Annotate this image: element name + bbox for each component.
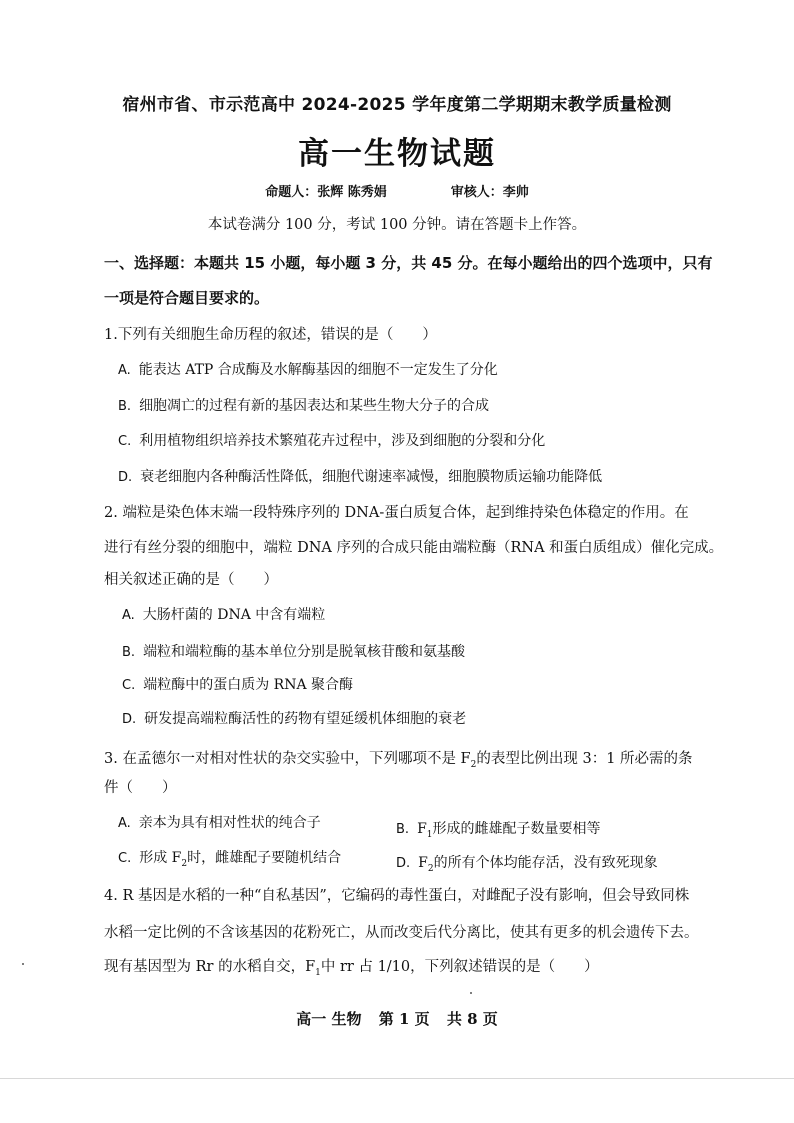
scan-speck [22,963,24,965]
option-text: F [418,855,428,871]
option-text: 亲本为具有相对性状的纯合子 [138,815,321,831]
question-3-option-a [118,812,321,832]
option-text: 大肠杆菌的 DNA 中含有端粒 [142,607,326,623]
option-text: 形成的雌雄配子数量要相等 [432,821,601,837]
option-label: B. [118,399,132,414]
option-text: 细胞凋亡的过程有新的基因表达和某些生物大分子的合成 [139,398,490,414]
stem-text: 3. 在孟德尔一对相对性状的杂交实验中，下列哪项不是 F [104,751,471,767]
option-label: C. [118,851,132,866]
question-1-option-a [118,359,498,379]
question-3-stem-line2: 件（ ） [104,780,177,796]
section-heading-line2: 一项是符合题目要求的。 [104,289,270,307]
question-3-option-c [118,847,341,869]
reviewer-name: 审核人：李帅 [450,185,529,200]
question-1-option-c [118,430,545,450]
subscript: 2 [427,863,434,874]
option-text: 端粒和端粒酶的基本单位分别是脱氧核苷酸和氨基酸 [143,644,466,660]
exam-instruction: 本试卷满分 100 分，考试 100 分钟。请在答题卡上作答。 [207,217,587,233]
question-4-stem-line3 [104,955,599,978]
option-label: B. [396,822,410,837]
subscript: 2 [470,759,477,770]
question-3-option-d [396,852,658,874]
school-heading: 宿州市省、市示范高中 2024-2025 学年度第二学期期末教学质量检测 [122,95,672,115]
page-footer [0,1008,794,1029]
author-names: 命题人：张辉 陈秀娟 [265,185,387,200]
subscript: 1 [315,967,321,978]
footer-page-number: 第 1 页 [378,1010,430,1028]
option-label: D. [122,712,137,727]
option-label: D. [118,470,133,485]
footer-subject: 高一 生物 [296,1010,362,1028]
option-label: A. [122,608,135,623]
question-4-stem-line1: 4. R 基因是水稻的一种“自私基因”，它编码的毒性蛋白，对雌配子没有影响，但会导致同株 [104,888,690,904]
option-label: C. [118,434,132,449]
question-2-stem-line1: 2. 端粒是染色体末端一段特殊序列的 DNA-蛋白质复合体，起到维持染色体稳定的作用。在 [104,505,689,521]
question-2-option-d [122,708,466,728]
option-text: 能表达 ATP 合成酶及水解酶基因的细胞不一定发生了分化 [138,362,498,378]
option-text: 端粒酶中的蛋白质为 RNA 聚合酶 [143,677,354,693]
stem-text: 中 rr 占 1/10，下列叙述错误的是（ ） [320,959,599,975]
option-text: 形成 F [139,850,182,866]
question-3-option-b [396,818,601,840]
option-text: 研发提高端粒酶活性的药物有望延缓机体细胞的衰老 [144,711,467,727]
section-heading-line1: 一、选择题：本题共 15 小题，每小题 3 分，共 45 分。在每小题给出的四个选项中，只有 [104,254,713,272]
option-text: 衰老细胞内各种酶活性降低，细胞代谢速率减慢，细胞膜物质运输功能降低 [140,469,603,485]
page-title: 高一生物试题 [298,136,496,172]
option-text: 利用植物组织培养技术繁殖花卉过程中，涉及到细胞的分裂和分化 [139,433,546,449]
authors-line [0,181,794,200]
question-2-stem-line3: 相关叙述正确的是（ ） [104,572,278,588]
question-1-stem: 1.下列有关细胞生命历程的叙述，错误的是（ ） [104,327,437,343]
question-3-stem-line1 [104,747,693,770]
question-1-option-d [118,466,602,486]
option-text: 的所有个体均能存活，没有致死现象 [433,855,658,871]
scan-edge-line [0,1078,794,1079]
footer-total-pages: 共 8 页 [446,1010,498,1028]
option-label: A. [118,363,131,378]
option-label: D. [396,856,411,871]
option-text: 时，雌雄配子要随机结合 [187,850,342,866]
question-2-option-a [122,604,325,624]
question-2-stem-line2: 进行有丝分裂的细胞中，端粒 DNA 序列的合成只能由端粒酶（RNA 和蛋白质组成）催化完成。 [104,540,724,556]
option-label: B. [122,645,136,660]
question-2-option-b [122,641,465,661]
option-label: A. [118,816,131,831]
stem-text: 的表型比例出现 3：1 所必需的条 [476,751,693,767]
scan-speck [470,992,472,994]
question-2-option-c [122,674,353,694]
stem-text: 现有基因型为 Rr 的水稻自交，F [104,959,316,975]
question-1-option-b [118,395,489,415]
option-text: F [417,821,427,837]
question-4-stem-line2: 水稻一定比例的不含该基因的花粉死亡，从而改变后代分离比，使其有更多的机会遗传下去。 [104,925,699,941]
subscript: 1 [426,829,433,840]
subscript: 2 [181,858,188,869]
option-label: C. [122,678,136,693]
